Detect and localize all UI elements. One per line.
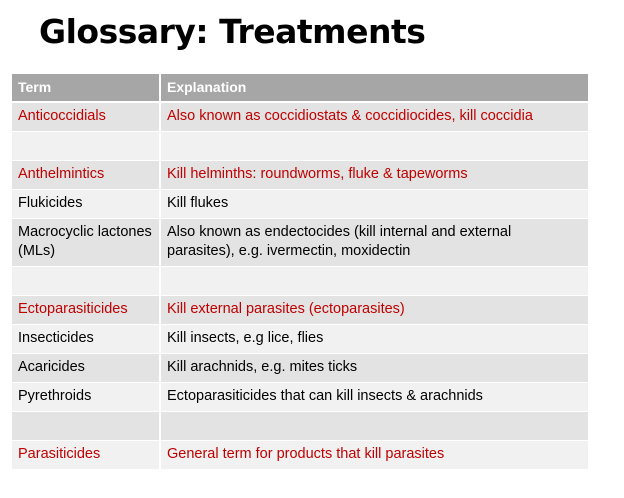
- table-row: [12, 102, 588, 131]
- term-cell: Pyrethroids: [12, 382, 160, 411]
- term-cell: Macrocyclic lactones (MLs): [12, 218, 160, 266]
- page-title: Glossary: Treatments: [39, 12, 426, 51]
- table-row: [12, 440, 588, 469]
- explanation-cell: General term for products that kill parasites: [160, 440, 588, 469]
- term-cell: Acaricides: [12, 353, 160, 382]
- table-row: [12, 189, 588, 218]
- term-cell: [12, 131, 160, 160]
- explanation-cell: Kill arachnids, e.g. mites ticks: [160, 353, 588, 382]
- table-row: [12, 160, 588, 189]
- table-row: [12, 295, 588, 324]
- term-cell: Parasiticides: [12, 440, 160, 469]
- explanation-cell: Kill external parasites (ectoparasites): [160, 295, 588, 324]
- explanation-cell: [160, 131, 588, 160]
- explanation-cell: Kill helminths: roundworms, fluke & tapeworms: [160, 160, 588, 189]
- explanation-cell: Also known as endectocides (kill internal and external parasites), e.g. ivermectin, moxidectin: [160, 218, 588, 266]
- table-row: [12, 382, 588, 411]
- term-cell: [12, 266, 160, 295]
- explanation-cell: Kill insects, e.g lice, flies: [160, 324, 588, 353]
- table-row: [12, 324, 588, 353]
- header-explanation: Explanation: [160, 74, 588, 102]
- term-cell: Ectoparasiticides: [12, 295, 160, 324]
- term-cell: Anthelmintics: [12, 160, 160, 189]
- table-header-row: [12, 74, 588, 102]
- explanation-cell: [160, 411, 588, 440]
- explanation-cell: Also known as coccidiostats & coccidiocides, kill coccidia: [160, 102, 588, 131]
- explanation-cell: Ectoparasiticides that can kill insects & arachnids: [160, 382, 588, 411]
- glossary-table: [12, 74, 588, 470]
- table-row: [12, 131, 588, 160]
- term-cell: Flukicides: [12, 189, 160, 218]
- explanation-cell: [160, 266, 588, 295]
- table-row: [12, 411, 588, 440]
- term-cell: [12, 411, 160, 440]
- term-cell: Anticoccidials: [12, 102, 160, 131]
- table-row: [12, 266, 588, 295]
- term-cell: Insecticides: [12, 324, 160, 353]
- header-term: Term: [12, 74, 160, 102]
- table-row: [12, 218, 588, 266]
- table-row: [12, 353, 588, 382]
- explanation-cell: Kill flukes: [160, 189, 588, 218]
